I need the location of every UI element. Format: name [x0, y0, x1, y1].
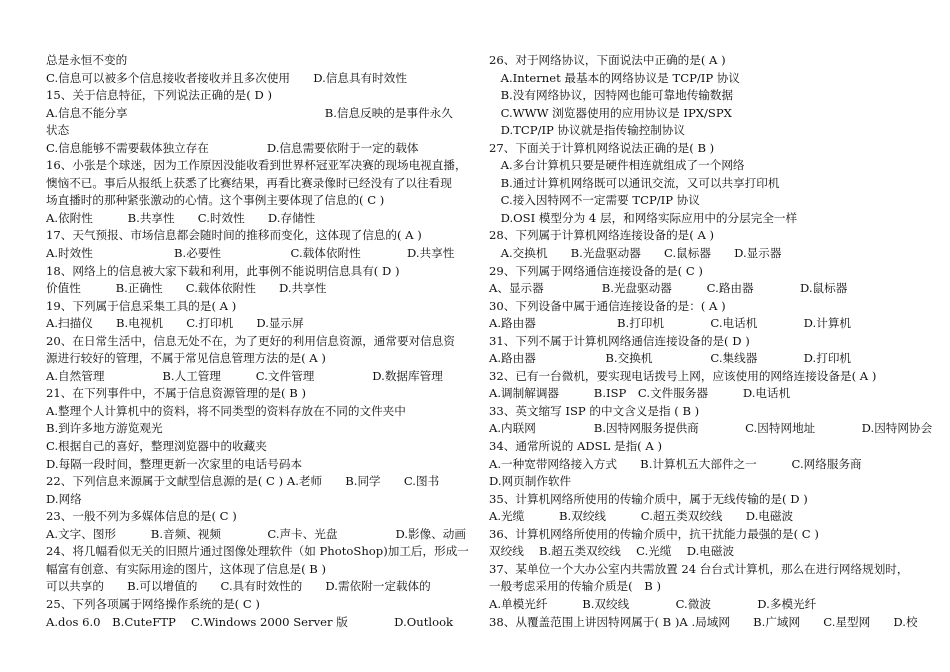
text-line: 28、下列属于计算机网络连接设备的是( A ) — [489, 228, 715, 243]
text-line: 17、天气预报、市场信息都会随时间的推移而变化，这体现了信息的( A ) — [46, 228, 422, 243]
text-line: A.Internet 最基本的网络协议是 TCP/IP 协议 — [489, 70, 741, 85]
text-line: C.信息能够不需要载体独立存在 D.信息需要依附于一定的载体 — [46, 140, 419, 155]
text-line: D.网页制作软件 — [489, 474, 572, 489]
text-line: A.dos 6.0 B.CuteFTP C.Windows 2000 Server 版 D.Outlook — [46, 614, 454, 629]
text-line: D.TCP/IP 协议就是指传输控制协议 — [489, 123, 686, 138]
text-line: A.路由器 B.交换机 C.集线器 D.打印机 — [489, 351, 852, 366]
text-line: 16、小张是个球迷，因为工作原因没能收看到世界杯冠亚军决赛的现场电视直播， — [46, 158, 467, 173]
text-line: 38、从覆盖范围上讲因特网属于( B )A .局域网 B.广域网 C.星型网 D.校 — [489, 614, 918, 629]
text-line: A.自然管理 B.人工管理 C.文件管理 D.数据库管理 — [46, 368, 443, 383]
text-line: 18、网络上的信息被大家下载和利用，此事例不能说明信息具有( D ) — [46, 263, 400, 278]
text-line: 33、英文缩写 ISP 的中文含义是指 ( B ) — [489, 403, 700, 418]
text-line: 状态 — [46, 123, 70, 138]
text-line: A.调制解调器 B.ISP C.文件服务器 D.电话机 — [489, 386, 791, 401]
left-column — [46, 52, 470, 631]
text-line: A.一种宽带网络接入方式 B.计算机五大部件之一 C.网络服务商 — [489, 456, 862, 471]
text-line: D.每隔一段时间，整理更新一次家里的电话号码本 — [46, 456, 303, 471]
text-line: A.依附性 B.共享性 C.时效性 D.存储性 — [46, 210, 316, 225]
text-line: C.信息可以被多个信息接收者接收并且多次使用 D.信息具有时效性 — [46, 70, 407, 85]
text-line: 32、已有一台微机，要实现电话拨号上网，应该使用的网络连接设备是( A ) — [489, 368, 877, 383]
text-line: C.WWW 浏览器使用的应用协议是 IPX/SPX — [489, 105, 732, 120]
text-line: D.OSI 模型分为 4 层，和网络实际应用中的分层完全一样 — [489, 210, 798, 225]
text-line: 场直播时的那种紧张激动的心情。这个事例主要体现了信息的( C ) — [46, 193, 385, 208]
text-line: 24、将几幅看似无关的旧照片通过图像处理软件（如 PhotoShop)加工后，形成一 — [46, 544, 469, 559]
text-line: A.文字、图形 B.音频、视频 C.声卡、光盘 D.影像、动画 — [46, 526, 466, 541]
text-line: A.时效性 B.必要性 C.载体依附性 D.共享性 — [46, 246, 455, 261]
text-line: 源进行较好的管理，不属于常见信息管理方法的是( A ) — [46, 351, 326, 366]
text-line: B.到许多地方游览观光 — [46, 421, 163, 436]
text-line: 一般考虑采用的传输介质是( B ) — [489, 579, 661, 594]
text-line: D.网络 — [46, 491, 82, 506]
text-line: A、显示器 B.光盘驱动器 C.路由器 D.鼠标器 — [489, 281, 848, 296]
text-line: C.接入因特网不一定需要 TCP/IP 协议 — [489, 193, 700, 208]
text-line: A.单模光纤 B.双绞线 C.微波 D.多模光纤 — [489, 596, 817, 611]
text-line: 29、下列属于网络通信连接设备的是( C ) — [489, 263, 703, 278]
text-line: 26、对于网络协议，下面说法中正确的是( A ) — [489, 53, 726, 67]
text-line: A.扫描仪 B.电视机 C.打印机 D.显示屏 — [46, 316, 304, 331]
text-line: B.通过计算机网络既可以通讯交流，又可以共享打印机 — [489, 175, 780, 190]
text-line: 15、关于信息特征，下列说法正确的是( D ) — [46, 88, 272, 103]
text-line: 价值性 B.正确性 C.载体依附性 D.共享性 — [46, 281, 327, 296]
text-line: 37、某单位一个大办公室内共需放置 24 台台式计算机，那么在进行网络规划时， — [489, 561, 909, 576]
text-line: 幅富有创意、有实际用途的图片，这体现了信息是( B ) — [46, 561, 327, 576]
text-line: 22、下列信息来源属于文献型信息源的是( C ) A.老师 B.同学 C.图书 — [46, 474, 440, 489]
text-line: 31、下列不属于计算机网络通信连接设备的是( D ) — [489, 333, 750, 348]
text-line: A.整理个人计算机中的资料，将不同类型的资料存放在不同的文件夹中 — [46, 403, 406, 418]
text-line: 总是永恒不变的 — [46, 53, 128, 67]
text-line: B.没有网络协议，因特网也能可靠地传输数据 — [489, 88, 734, 103]
text-line: A.内联网 B.因特网服务提供商 C.因特网地址 D.因特网协会 — [489, 421, 933, 436]
text-line: 34、通常所说的 ADSL 是指( A ) — [489, 439, 662, 454]
text-line: 30、下列设备中属于通信连接设备的是：( A ) — [489, 298, 726, 313]
text-line: 懊恼不已。事后从报纸上获悉了比赛结果，再看比赛录像时已经没有了以往看现 — [46, 175, 452, 190]
text-line: 23、一般不列为多媒体信息的是( C ) — [46, 509, 237, 524]
text-line: A.光缆 B.双绞线 C.超五类双绞线 D.电磁波 — [489, 509, 794, 524]
text-line: A.信息不能分享 B.信息反映的是事件永久 — [46, 105, 453, 120]
text-line: 27、下面关于计算机网络说法正确的是( B ) — [489, 140, 715, 155]
text-line: 20、在日常生活中，信息无处不在，为了更好的利用信息资源，通常要对信息资 — [46, 333, 455, 348]
text-line: 35、计算机网络所使用的传输介质中，属于无线传输的是( D ) — [489, 491, 808, 506]
text-line: A.多台计算机只要是硬件相连就组成了一个网络 — [489, 158, 745, 173]
text-line: C.根据自己的喜好，整理浏览器中的收藏夹 — [46, 439, 267, 454]
text-line: 36、计算机网络所使用的传输介质中，抗干扰能力最强的是( C ) — [489, 526, 819, 541]
text-line: 双绞线 B.超五类双绞线 C.光缆 D.电磁波 — [489, 544, 735, 559]
text-line: 21、在下列事件中，不属于信息资源管理的是( B ) — [46, 386, 306, 401]
text-line: 19、下列属于信息采集工具的是( A ) — [46, 298, 237, 313]
text-line: 可以共享的 B.可以增值的 C.具有时效性的 D.需依附一定载体的 — [46, 579, 431, 594]
text-line: 25、下列各项属于网络操作系统的是( C ) — [46, 596, 260, 611]
text-line: A.路由器 B.打印机 C.电话机 D.计算机 — [489, 316, 852, 331]
text-line: A.交换机 B.光盘驱动器 C.鼠标器 D.显示器 — [489, 246, 782, 261]
right-column — [489, 52, 933, 631]
